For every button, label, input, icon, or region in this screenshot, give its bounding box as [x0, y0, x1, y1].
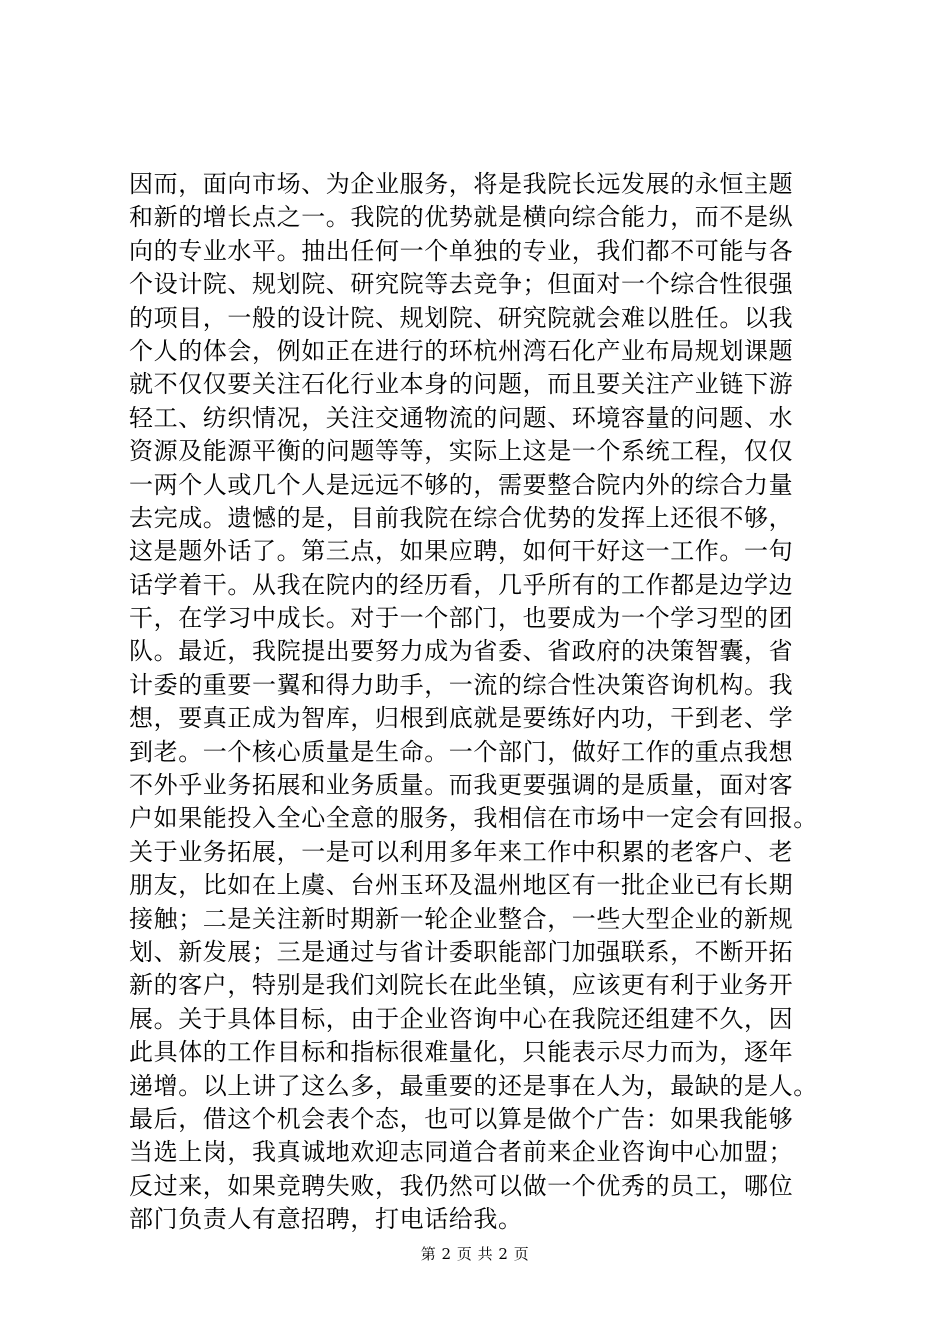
text-line: 个设计院、规划院、研究院等去竞争；但面对一个综合性很强 — [129, 270, 794, 299]
text-line: 接触；二是关注新时期新一轮企业整合，一些大型企业的新规 — [129, 904, 794, 933]
text-line: 关于业务拓展，一是可以利用多年来工作中积累的老客户、老 — [129, 837, 794, 866]
text-line: 想，要真正成为智库，归根到底就是要练好内功，干到老、学 — [129, 704, 794, 733]
text-line: 划、新发展；三是通过与省计委职能部门加强联系，不断开拓 — [129, 937, 794, 966]
text-line: 去完成。遗憾的是，目前我院在综合优势的发挥上还很不够， — [129, 503, 794, 532]
text-line: 的项目，一般的设计院、规划院、研究院就会难以胜任。以我 — [129, 303, 794, 332]
text-line: 展。关于具体目标，由于企业咨询中心在我院还组建不久，因 — [129, 1004, 794, 1033]
text-line: 新的客户，特别是我们刘院长在此坐镇，应该更有利于业务开 — [129, 971, 794, 1000]
text-line: 资源及能源平衡的问题等等，实际上这是一个系统工程，仅仅 — [129, 437, 794, 466]
text-line: 户如果能投入全心全意的服务，我相信在市场中一定会有回报。 — [129, 804, 818, 833]
text-line: 最后，借这个机会表个态，也可以算是做个广告：如果我能够 — [129, 1104, 794, 1133]
text-line: 个人的体会，例如正在进行的环杭州湾石化产业布局规划课题 — [129, 336, 794, 365]
text-line: 部门负责人有意招聘，打电话给我。 — [129, 1205, 523, 1234]
body-text — [129, 168, 869, 1237]
text-line: 递增。以上讲了这么多，最重要的还是事在人为，最缺的是人。 — [129, 1071, 818, 1100]
text-line: 和新的增长点之一。我院的优势就是横向综合能力，而不是纵 — [129, 203, 794, 232]
text-line: 一两个人或几个人是远远不够的，需要整合院内外的综合力量 — [129, 470, 794, 499]
text-line: 到老。一个核心质量是生命。一个部门，做好工作的重点我想 — [129, 737, 794, 766]
text-line: 话学着干。从我在院内的经历看，几乎所有的工作都是边学边 — [129, 570, 794, 599]
text-line: 向的专业水平。抽出任何一个单独的专业，我们都不可能与各 — [129, 236, 794, 265]
text-line: 干，在学习中成长。对于一个部门，也要成为一个学习型的团 — [129, 604, 794, 633]
text-line: 不外乎业务拓展和业务质量。而我更要强调的是质量，面对客 — [129, 771, 794, 800]
text-line: 就不仅仅要关注石化行业本身的问题，而且要关注产业链下游 — [129, 370, 794, 399]
text-line: 计委的重要一翼和得力助手，一流的综合性决策咨询机构。我 — [129, 670, 794, 699]
text-line: 反过来，如果竞聘失败，我仍然可以做一个优秀的员工，哪位 — [129, 1171, 794, 1200]
text-line: 轻工、纺织情况，关注交通物流的问题、环境容量的问题、水 — [129, 403, 794, 432]
text-line: 当选上岗，我真诚地欢迎志同道合者前来企业咨询中心加盟； — [129, 1138, 794, 1167]
page-number-footer: 第 2 页 共 2 页 — [420, 1245, 530, 1263]
text-line: 因而，面向市场、为企业服务，将是我院长远发展的永恒主题 — [129, 170, 794, 198]
text-line: 此具体的工作目标和指标很难量化，只能表示尽力而为，逐年 — [129, 1038, 794, 1067]
text-line: 朋友，比如在上虞、台州玉环及温州地区有一批企业已有长期 — [129, 871, 794, 900]
text-line: 这是题外话了。第三点，如果应聘，如何干好这一工作。一句 — [129, 537, 794, 566]
text-line: 队。最近，我院提出要努力成为省委、省政府的决策智囊，省 — [129, 637, 794, 666]
